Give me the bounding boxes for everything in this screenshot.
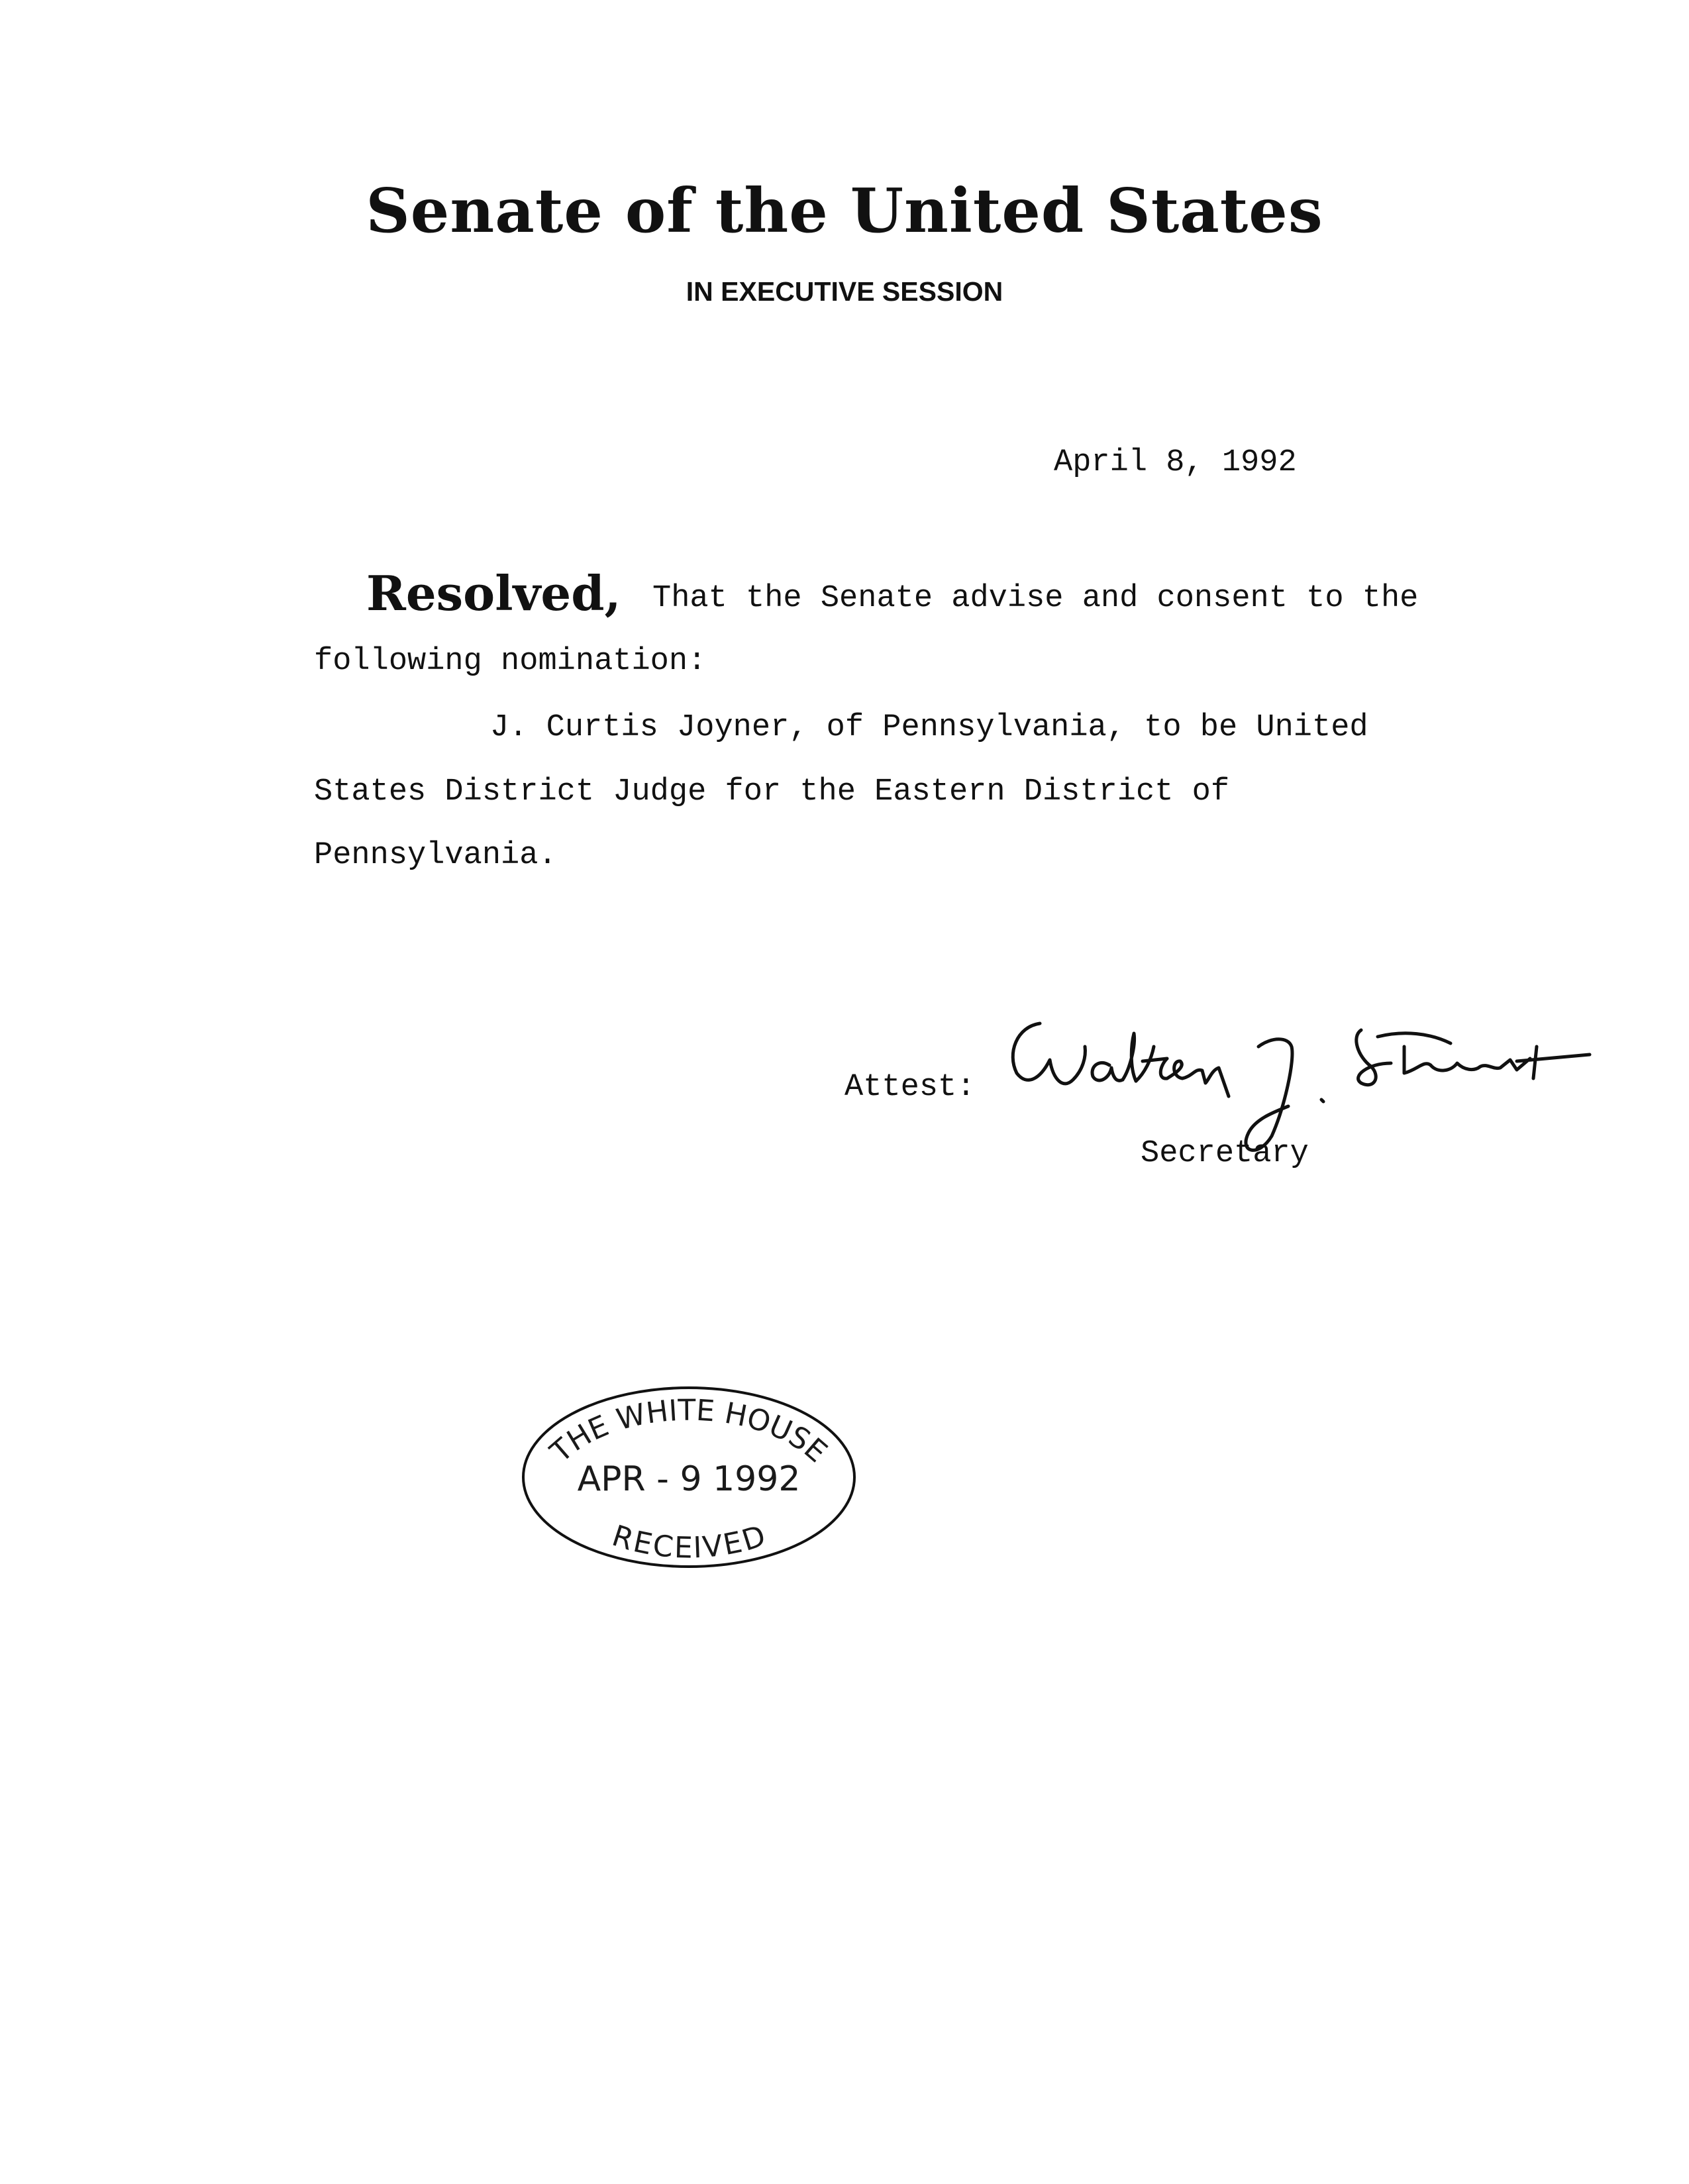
secretary-label: Secretary <box>1141 1136 1309 1171</box>
body-line-5: Pennsylvania. <box>314 838 557 873</box>
session-subtitle: IN EXECUTIVE SESSION <box>686 276 1003 307</box>
stamp-top-text: THE WHITE HOUSE <box>544 1393 834 1469</box>
body-line-4: States District Judge for the Eastern District of <box>314 774 1230 809</box>
body-line-2: following nomination: <box>314 644 707 679</box>
document-date: April 8, 1992 <box>1054 445 1297 480</box>
attest-label: Attest: <box>844 1070 976 1105</box>
svg-text:RECEIVED <box>608 1519 770 1565</box>
page-title: Senate of the United States <box>366 175 1323 246</box>
resolved-heading: Resolved, <box>366 565 621 621</box>
body-line-1: That the Senate advise and consent to the <box>652 581 1419 616</box>
stamp-bottom-text: RECEIVED <box>607 1518 770 1565</box>
body-line-3: J. Curtis Joyner, of Pennsylvania, to be United <box>490 710 1368 745</box>
stamp-date: APR - 9 1992 <box>577 1459 801 1499</box>
received-stamp <box>510 1365 868 1577</box>
svg-text:THE WHITE HOUSE <box>544 1394 834 1470</box>
